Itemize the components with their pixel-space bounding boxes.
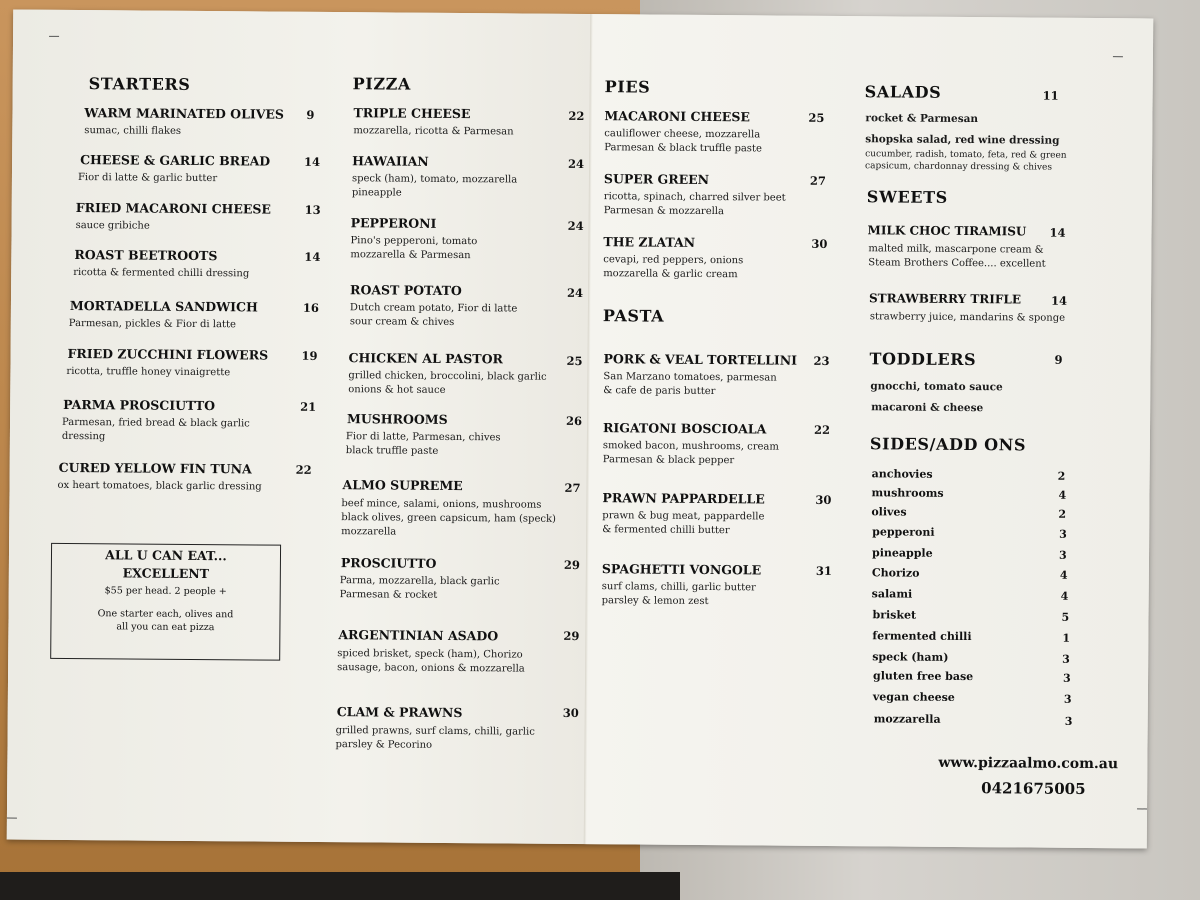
pizza-desc: grilled chicken, broccolini, black garlic <box>348 370 547 383</box>
pasta-price: 30 <box>815 492 832 507</box>
pizza-desc: pineapple <box>351 187 402 199</box>
pie-desc: Parmesan & mozzarella <box>603 205 725 218</box>
pizza-desc: beef mince, salami, onions, mushrooms <box>341 498 542 511</box>
pizza-price: 26 <box>566 413 583 429</box>
pasta-price: 23 <box>813 353 830 368</box>
starter-price: 19 <box>301 348 318 363</box>
side-price: 3 <box>1062 652 1070 666</box>
side-name: anchovies <box>871 467 933 481</box>
side-name: vegan cheese <box>872 690 955 704</box>
pasta-price: 22 <box>813 422 831 437</box>
pizza-heading: PIZZA <box>352 74 412 94</box>
starter-name: FRIED MACARONI CHEESE <box>75 200 272 217</box>
pie-name: THE ZLATAN <box>603 234 696 250</box>
sweet-desc: Steam Brothers Coffee.... excellent <box>868 257 1046 270</box>
pasta-desc: & cafe de paris butter <box>603 385 716 398</box>
promo-title: ALL U CAN EAT... <box>105 547 227 564</box>
side-price: 4 <box>1060 589 1069 603</box>
pizza-desc: Dutch cream potato, Fior di latte <box>349 302 518 315</box>
toddler-option: gnocchi, tomato sauce <box>870 380 1003 394</box>
pizza-desc: Parma, mozzarella, black garlic <box>339 575 500 588</box>
starter-desc: Parmesan, pickles & Fior di latte <box>68 317 236 331</box>
pizza-name: PEPPERONI <box>350 215 437 231</box>
starter-desc: ricotta, truffle honey vinaigrette <box>66 365 231 379</box>
toddler-option: macaroni & cheese <box>871 401 984 415</box>
promo-note: all you can eat pizza <box>116 621 215 634</box>
pizza-desc: parsley & Pecorino <box>335 739 433 751</box>
pie-name: MACARONI CHEESE <box>604 108 750 125</box>
side-name: mozzarella <box>873 712 941 726</box>
starter-desc: Parmesan, fried bread & black garlic <box>61 416 250 430</box>
salad-desc: cucumber, radish, tomato, feta, red & green <box>865 149 1067 161</box>
pasta-name: RIGATONI BOSCIOALA <box>602 420 767 437</box>
pie-price: 30 <box>811 236 828 251</box>
starter-desc: dressing <box>61 430 106 443</box>
starter-price: 16 <box>302 300 320 315</box>
pasta-desc: smoked bacon, mushrooms, cream <box>602 440 779 453</box>
starter-price: 9 <box>306 107 315 122</box>
pizza-price: 25 <box>566 353 583 369</box>
pizza-price: 22 <box>568 108 585 124</box>
pizza-name: ALMO SUPREME <box>342 477 463 494</box>
sweets-heading: SWEETS <box>866 187 948 207</box>
pizza-desc: mozzarella & Parmesan <box>350 249 471 262</box>
promo-title: EXCELLENT <box>122 565 210 582</box>
side-name: pineapple <box>871 546 933 560</box>
salad-option: rocket & Parmesan <box>865 112 979 126</box>
sweet-desc: strawberry juice, mandarins & sponge <box>869 311 1066 324</box>
pasta-desc: parsley & lemon zest <box>601 595 709 608</box>
side-price: 3 <box>1064 714 1073 728</box>
sweet-name: MILK CHOC TIRAMISU <box>867 223 1027 239</box>
pie-desc: cauliflower cheese, mozzarella <box>604 128 761 141</box>
sweet-price: 14 <box>1050 293 1068 308</box>
pie-price: 27 <box>809 173 827 188</box>
starter-price: 14 <box>304 249 321 264</box>
starter-name: FRIED ZUCCHINI FLOWERS <box>67 345 269 363</box>
sweet-name: STRAWBERRY TRIFLE <box>868 291 1022 307</box>
pasta-desc: prawn & bug meat, pappardelle <box>602 510 765 523</box>
website-link[interactable]: www.pizzaalmo.com.au <box>938 754 1119 773</box>
pizza-desc: grilled prawns, surf clams, chilli, garlic <box>335 725 535 738</box>
starter-name: ROAST BEETROOTS <box>74 247 218 264</box>
starter-name: CURED YELLOW FIN TUNA <box>58 459 252 477</box>
pasta-price: 31 <box>815 563 832 578</box>
toddlers-heading: TODDLERS <box>869 349 977 370</box>
pizza-desc: Pino's pepperoni, tomato <box>350 235 478 248</box>
pies-heading: PIES <box>604 77 651 97</box>
sides-heading: SIDES/ADD ONS <box>869 434 1027 455</box>
pizza-desc: onions & hot sauce <box>348 384 446 396</box>
pizza-price: 24 <box>567 285 584 301</box>
pizza-desc: mozzarella, ricotta & Parmesan <box>353 125 514 138</box>
pizza-desc: Parmesan & rocket <box>339 589 438 601</box>
side-name: olives <box>871 505 907 519</box>
side-price: 2 <box>1058 507 1067 521</box>
pie-price: 25 <box>808 110 825 125</box>
pizza-desc: speck (ham), tomato, mozzarella <box>351 173 518 186</box>
pasta-desc: Parmesan & black pepper <box>602 454 735 467</box>
starter-desc: Fior di latte & garlic butter <box>77 172 218 185</box>
side-price: 3 <box>1058 548 1067 562</box>
pizza-desc: Fior di latte, Parmesan, chives <box>345 431 501 444</box>
pizza-price: 29 <box>563 628 580 644</box>
toddlers-price: 9 <box>1054 352 1063 367</box>
promo-note: One starter each, olives and <box>97 608 234 621</box>
side-price: 4 <box>1058 488 1067 502</box>
side-price: 2 <box>1057 469 1066 483</box>
salads-price: 11 <box>1042 88 1059 103</box>
starter-name: PARMA PROSCIUTTO <box>63 396 216 414</box>
crop-mark <box>7 818 17 819</box>
side-price: 3 <box>1059 527 1067 541</box>
pizza-desc: spiced brisket, speck (ham), Chorizo <box>337 648 523 661</box>
all-you-can-eat-box <box>50 543 281 661</box>
side-name: fermented chilli <box>872 629 972 644</box>
pizza-name: MUSHROOMS <box>347 411 448 427</box>
starter-desc: sauce gribiche <box>75 220 150 232</box>
side-name: gluten free base <box>873 669 974 684</box>
pizza-price: 30 <box>562 705 579 720</box>
pizza-name: CLAM & PRAWNS <box>336 704 463 721</box>
salad-option: shopska salad, red wine dressing <box>865 133 1060 147</box>
pasta-name: PORK & VEAL TORTELLINI <box>603 351 798 368</box>
starter-desc: ox heart tomatoes, black garlic dressing <box>57 479 262 493</box>
pasta-desc: & fermented chilli butter <box>602 524 730 537</box>
pizza-name: TRIPLE CHEESE <box>353 105 471 122</box>
starter-price: 22 <box>295 462 312 477</box>
pasta-name: PRAWN PAPPARDELLE <box>602 490 765 507</box>
pie-desc: mozzarella & garlic cream <box>603 268 738 281</box>
pizza-name: ROAST POTATO <box>350 282 462 299</box>
pizza-desc: black olives, green capsicum, ham (speck) <box>341 512 557 525</box>
starter-price: 13 <box>304 202 321 217</box>
pie-desc: ricotta, spinach, charred silver beet <box>603 191 786 204</box>
pizza-name: HAWAIIAN <box>352 153 429 169</box>
pizza-price: 27 <box>564 480 581 496</box>
phone-number[interactable]: 0421675005 <box>981 779 1086 798</box>
side-name: salami <box>871 587 913 601</box>
side-name: pepperoni <box>872 525 935 539</box>
sweet-desc: malted milk, mascarpone cream & <box>868 243 1044 256</box>
pizza-desc: mozzarella <box>341 526 397 538</box>
starter-name: CHEESE & GARLIC BREAD <box>80 152 271 169</box>
side-price: 1 <box>1062 631 1071 645</box>
salads-heading: SALADS <box>864 82 942 102</box>
crop-mark <box>49 36 59 37</box>
side-price: 5 <box>1061 610 1070 624</box>
pizza-price: 24 <box>567 218 584 234</box>
side-price: 3 <box>1063 671 1071 685</box>
pasta-desc: San Marzano tomatoes, parmesan <box>603 371 777 384</box>
pizza-name: ARGENTINIAN ASADO <box>338 627 499 644</box>
pasta-name: SPAGHETTI VONGOLE <box>601 561 762 578</box>
promo-price: $55 per head. 2 people + <box>104 585 227 598</box>
pie-desc: Parmesan & black truffle paste <box>604 142 762 155</box>
side-price: 4 <box>1059 568 1068 582</box>
pasta-heading: PASTA <box>602 306 665 326</box>
starter-name: MORTADELLA SANDWICH <box>69 297 258 315</box>
table-edge-shadow <box>0 872 680 900</box>
crop-mark <box>1113 56 1123 57</box>
pizza-price: 24 <box>568 156 585 172</box>
salad-desc: capsicum, chardonnay dressing & chives <box>865 161 1052 173</box>
pizza-desc: sausage, bacon, onions & mozzarella <box>337 662 525 675</box>
side-name: speck (ham) <box>872 650 949 664</box>
pizza-price: 29 <box>563 557 581 573</box>
side-name: brisket <box>872 608 917 622</box>
pizza-desc: sour cream & chives <box>349 316 455 329</box>
menu-sheet <box>7 10 1153 849</box>
crop-mark <box>1137 808 1147 809</box>
pizza-name: PROSCIUTTO <box>340 555 437 571</box>
starter-price: 14 <box>304 154 321 169</box>
pizza-name: CHICKEN AL PASTOR <box>348 350 503 367</box>
starters-heading: STARTERS <box>88 74 191 94</box>
sweet-price: 14 <box>1049 225 1066 240</box>
pasta-desc: surf clams, chilli, garlic butter <box>601 581 756 594</box>
side-name: mushrooms <box>871 486 944 500</box>
starter-desc: ricotta & fermented chilli dressing <box>73 267 250 280</box>
side-name: Chorizo <box>871 566 920 580</box>
side-price: 3 <box>1063 692 1072 706</box>
starter-price: 21 <box>300 399 317 414</box>
pie-name: SUPER GREEN <box>603 171 710 188</box>
pie-desc: cevapi, red peppers, onions <box>603 254 744 267</box>
starter-name: WARM MARINATED OLIVES <box>84 105 285 122</box>
starter-desc: sumac, chilli flakes <box>84 125 182 137</box>
pizza-desc: black truffle paste <box>345 445 439 457</box>
